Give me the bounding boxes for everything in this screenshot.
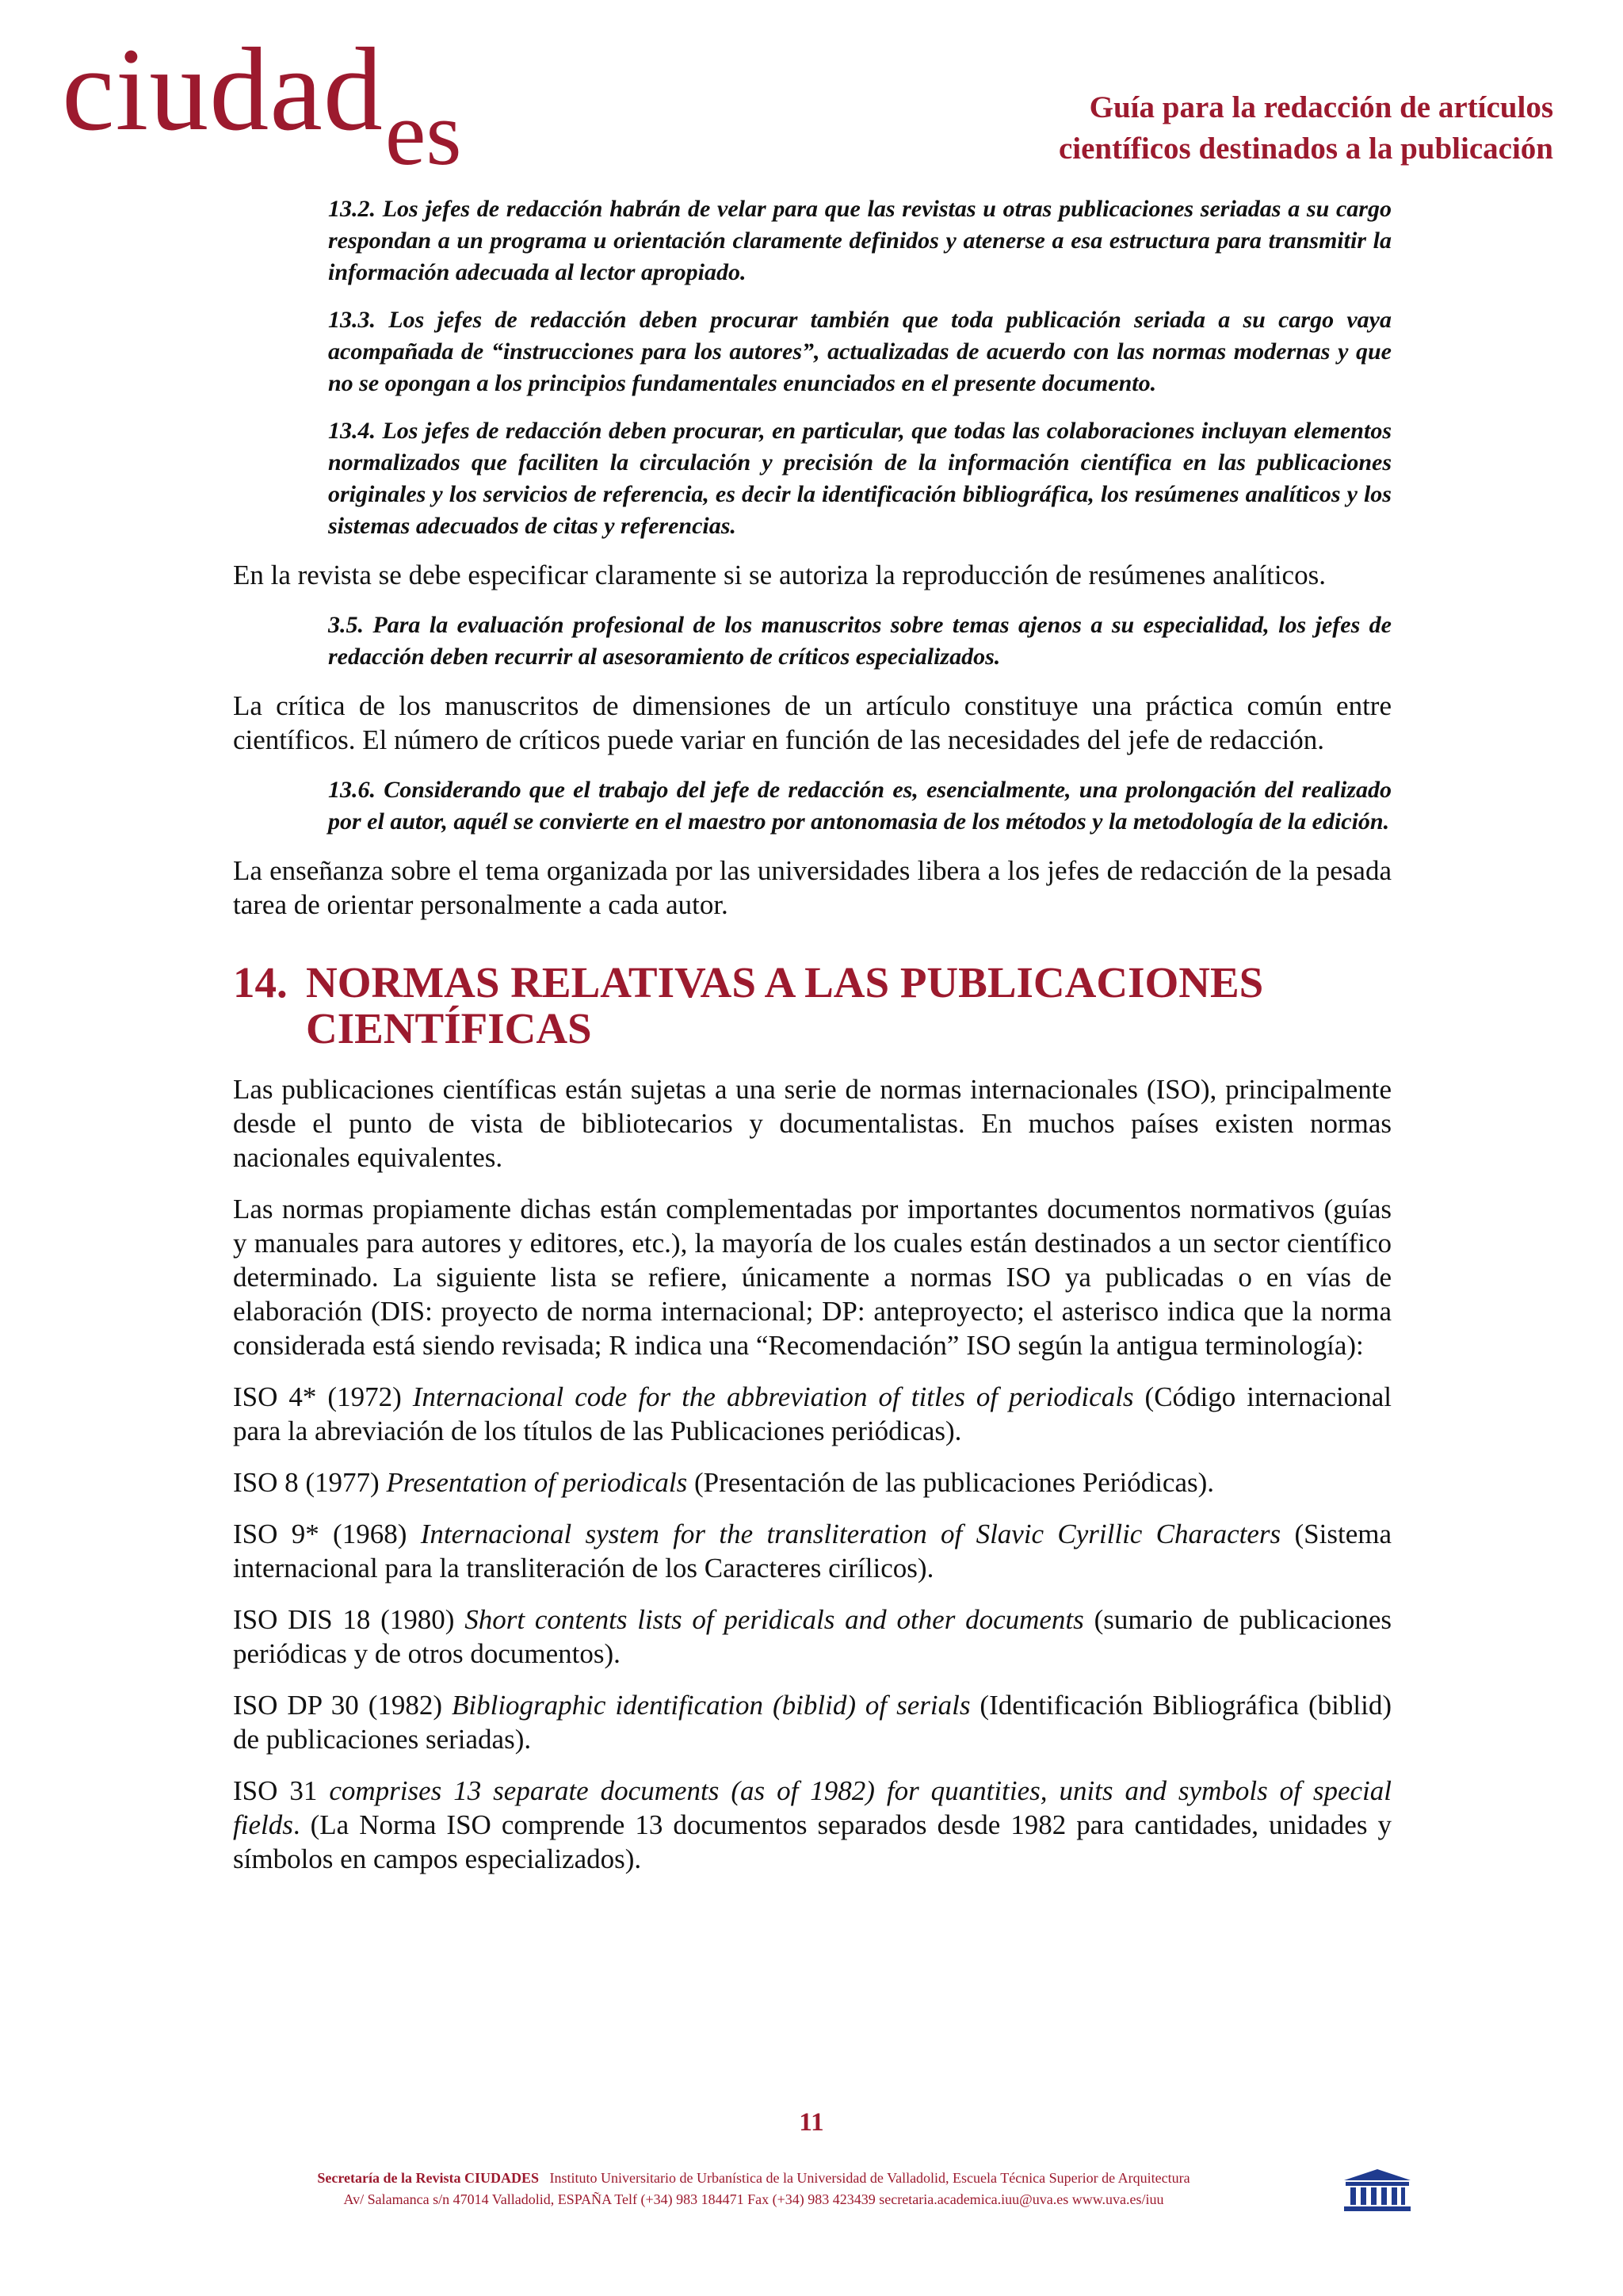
iso-entry-title: Bibliographic identification (biblid) of serials xyxy=(452,1690,971,1721)
iso-list xyxy=(233,1380,1392,1876)
paragraph-resumenes: En la revista se debe especificar claramente si se autoriza la reproducción de resúmenes analíticos. xyxy=(233,560,1326,590)
header-title-line-2: científicos destinados a la publicación xyxy=(1058,132,1553,166)
iso-entry xyxy=(233,1517,1392,1585)
document-header-title xyxy=(1059,87,1553,170)
iso-entry xyxy=(233,1603,1392,1671)
header-title-line-1: Guía para la redacción de artículos xyxy=(1089,90,1553,124)
iso-entry-code: ISO 9* (1968) xyxy=(233,1519,421,1549)
iso-entry-translation: (Presentación de las publicaciones Periódicas). xyxy=(687,1467,1215,1498)
footer xyxy=(227,2168,1281,2210)
iso-entry-title: Short contents lists of peridicals and other documents xyxy=(464,1604,1084,1635)
iso-entry-code: ISO DP 30 (1982) xyxy=(233,1690,452,1721)
unesco-temple-icon xyxy=(1341,2168,1414,2214)
paragraph-critica: La crítica de los manuscritos de dimensiones de un artículo constituye una práctica común entre científicos. El número de críticos puede variar en función de las necesidades del jefe de redacción. xyxy=(233,690,1392,755)
iso-entry-translation: (Sistema internacional para la transliteración de los Caracteres cirílicos). xyxy=(233,1519,1392,1584)
iso-entry-title: Internacional code for the abbreviation of titles of periodicals xyxy=(412,1381,1134,1412)
quote-13-2: 13.2. Los jefes de redacción habrán de velar para que las revistas u otras publicaciones seriadas a su cargo respondan a un programa u orientación claramente definidos y atenerse a esa estructura para transmitir la información adecuada al lector apropiado. xyxy=(328,196,1392,285)
iso-entry xyxy=(233,1688,1392,1756)
iso-entry xyxy=(233,1380,1392,1448)
iso-entry-title: Internacional system for the transliteration of Slavic Cyrillic Characters xyxy=(420,1519,1281,1549)
section-heading-14 xyxy=(233,960,1392,1052)
quote-13-3: 13.3. Los jefes de redacción deben procurar también que toda publicación seriada a su cargo vaya acompañada de “instrucciones para los autores”, actualizadas de acuerdo con las normas modernas y que no se opongan a los principios fundamentales enunciados en el presente documento. xyxy=(328,307,1392,396)
footer-institution: Instituto Universitario de Urbanística de la Universidad de Valladolid, Escuela Técnica Superior de Arquitectura xyxy=(549,2170,1190,2186)
page-content xyxy=(233,193,1392,1893)
ciudades-logo xyxy=(62,24,462,185)
quote-13-6: 13.6. Considerando que el trabajo del jefe de redacción es, esencialmente, una prolongación del realizado por el autor, aquél se convierte en el maestro por antonomasia de los métodos y la metodología de la edición. xyxy=(328,777,1392,835)
logo-main-text: ciudad xyxy=(62,24,384,155)
quote-3-5: 3.5. Para la evaluación profesional de los manuscritos sobre temas ajenos a su especialidad, los jefes de redacción deben recurrir al asesoramiento de críticos especializados. xyxy=(328,612,1392,670)
iso-entry-code: ISO DIS 18 (1980) xyxy=(233,1604,465,1635)
iso-entry-title: Presentation of periodicals xyxy=(386,1467,688,1498)
iso-entry-code: ISO 31 xyxy=(233,1775,330,1806)
iso-entry-translation: (sumario de publicaciones periódicas y de otros documentos). xyxy=(233,1604,1392,1669)
section-number: 14. xyxy=(233,958,288,1007)
iso-entry-translation: (Identificación Bibliográfica (biblid) de publicaciones seriadas). xyxy=(233,1690,1392,1755)
iso-entry-code: ISO 4* (1972) xyxy=(233,1381,413,1412)
paragraph-normas-iso: Las publicaciones científicas están sujetas a una serie de normas internacionales (ISO), principalmente desde el punto de vista de bibliotecarios y documentalistas. En muchos países existen normas nacionales equivalentes. xyxy=(233,1074,1392,1173)
section-title: NORMAS RELATIVAS A LAS PUBLICACIONES CIENTÍFICAS xyxy=(306,958,1264,1052)
iso-entry-translation: (Código internacional para la abreviación de los títulos de las Publicaciones periódicas). xyxy=(233,1381,1392,1446)
footer-secretaria: Secretaría de la Revista CIUDADES xyxy=(317,2170,540,2186)
logo-sub-text: es xyxy=(384,83,462,185)
iso-entry xyxy=(233,1465,1392,1499)
iso-entry-title: comprises 13 separate documents (as of 1982) for quantities, units and symbols of special fields xyxy=(233,1775,1392,1840)
iso-entry xyxy=(233,1774,1392,1876)
quote-13-4: 13.4. Los jefes de redacción deben procurar, en particular, que todas las colaboraciones incluyan elementos normalizados que faciliten la circulación y precisión de la información científica en las publicaciones originales y los servicios de referencia, es decir la identificación bibliográfica, los resúmenes analíticos y los sistemas adecuados de citas y referencias. xyxy=(328,418,1392,539)
page-number: 11 xyxy=(799,2108,824,2137)
iso-entry-code: ISO 8 (1977) xyxy=(233,1467,387,1498)
footer-address: Av/ Salamanca s/n 47014 Valladolid, ESPAÑA Telf (+34) 983 184471 Fax (+34) 983 423439 secretaria.academica.iuu@uva.es www.uva.es/iuu xyxy=(343,2191,1164,2207)
footer-line-1 xyxy=(227,2168,1281,2189)
iso-entry-translation: . (La Norma ISO comprende 13 documentos separados desde 1982 para cantidades, unidades y símbolos en campos especializados). xyxy=(233,1809,1392,1874)
paragraph-normas-complementadas: Las normas propiamente dichas están complementadas por importantes documentos normativos (guías y manuales para autores y editores, etc.), la mayoría de los cuales están destinados a un sector científico determinado. La siguiente lista se refiere, únicamente a normas ISO ya publicadas o en vías de elaboración (DIS: proyecto de norma internacional; DP: anteproyecto; el asterisco indica que la norma considerada está siendo revisada; R indica una “Recomendación” ISO según la antigua terminología): xyxy=(233,1194,1392,1361)
paragraph-ensenanza: La enseñanza sobre el tema organizada por las universidades libera a los jefes de redacción de la pesada tarea de orientar personalmente a cada autor. xyxy=(233,855,1392,920)
